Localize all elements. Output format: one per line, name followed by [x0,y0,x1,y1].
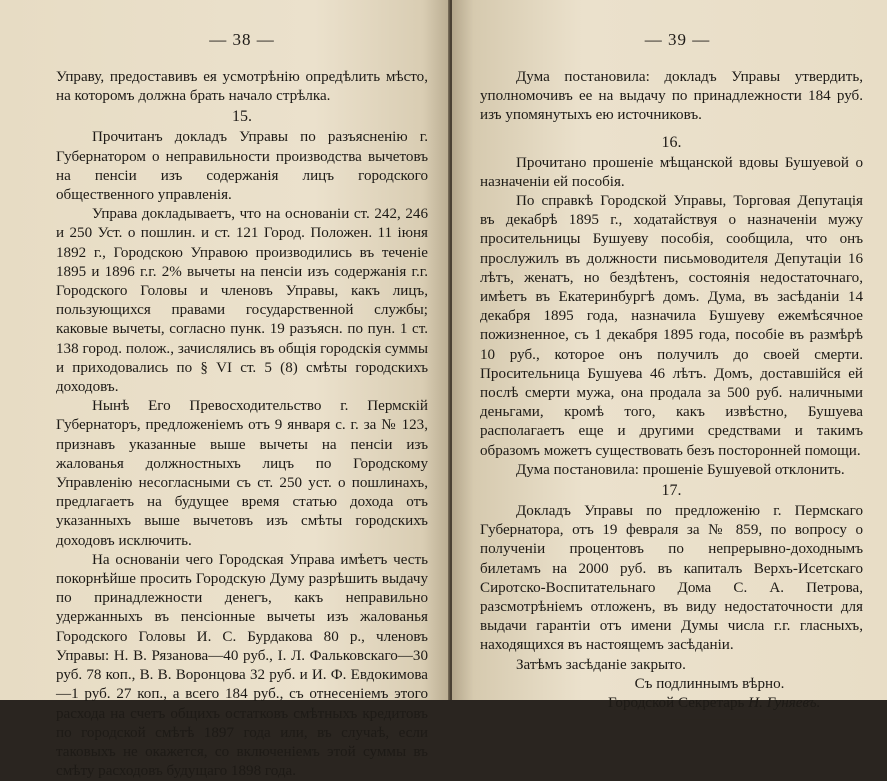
signature-title: Городской Секретарь [608,695,745,712]
right-paragraph-2: Прочитано прошеніе мѣщанской вдовы Бушуевой о назначеніи ей пособія. [480,154,863,190]
left-paragraph-2: Управа докладываетъ, что на основаніи ст. 242, 246 и 250 Уст. о пошлин. и ст. 121 Город. Положен. 11 іюня 1892 г., Городскою Управою производились въ теченіе 1895 и 1896 г.г. 2% вычеты на пенсіи изъ содержанія г.г. Городского Головы и членовъ Управы, какъ лицъ, пользующихся правами государственной службы; каковые вычеты, согласно пунк. 19 разъясн. по пун. 1 ст. 138 город. полож., зачислялись въ общія городскія суммы и приходовались по § VI ст. 5 (8) смѣты городскихъ доходовъ. [56,206,428,396]
right-paragraph-6: Затѣмъ засѣданіе закрыто. [516,656,686,673]
left-page-text [56,68,428,781]
right-paragraph-1: Дума постановила: докладъ Управы утвердить, уполномочивъ ее на выдачу по принадлежности 184 руб. изъ упомянутыхъ ею источниковъ. [480,69,863,124]
right-paragraph-5: Докладъ Управы по предложенію г. Пермскаго Губернатора, отъ 19 февраля за № 859, по вопросу о полученіи процентовъ по непрерывно-доходнымъ билетамъ на 2000 руб. въ капиталъ Верхъ-Исетскаго Сиротско-Воспитательнаго Дома С. А. Петрова, разсмотрѣніемъ отложенъ, въ виду недостаточности для выдачи гарантіи отъ имени Думы числа г.г. гласныхъ, находящихся въ настоящемъ засѣданіи. [480,503,863,654]
right-page [452,0,887,712]
page-number-left: — 38 — [209,30,275,49]
section-heading-16: 16. [661,133,682,151]
left-paragraph-3: Нынѣ Его Превосходительство г. Пермскій Губернаторъ, предложеніемъ отъ 9 января с. г. за № 123, признавъ указанные выше вычеты на пенсіи изъ жалованья должностныхъ лицъ по Городскому Управленію несогласными съ ст. 250 уст. о пошлинахъ, предлагаетъ на будущее время статью дохода отъ указанныхъ выше вычетовъ изъ смѣты городскихъ доходовъ исключить. [56,398,428,549]
right-paragraph-4: Дума постановила: прошеніе Бушуевой отклонить. [516,461,845,478]
signature-name: Н. Гуняевъ. [748,695,821,712]
page-number-right: — 39 — [644,30,711,49]
section-heading-15: 15. [232,108,252,126]
left-paragraph-4: На основаніи чего Городская Управа имѣетъ честь покорнѣйше просить Городскую Думу разрѣшить выдачу по принадлежности денегъ, какъ неправильно удержанныхъ въ пенсіонные вычеты изъ жалованья Городского Головы И. С. Бурдакова 80 р., членовъ Управы: Н. В. Рязанова—40 руб., І. Л. Фальковскаго—30 руб. 78 коп., В. В. Воронцова 32 руб. и И. Ф. Евдокимова—1 руб. 27 коп., а всего 184 руб., съ отнесеніемъ этого расхода на счетъ общихъ остатковъ смѣтныхъ кредитовъ по городской смѣтѣ 1897 года или, въ случаѣ, если таковыхъ не окажется, со включеніемъ этой суммы въ смѣту расходовъ будущаго 1898 года. [56,551,428,780]
section-heading-17: 17. [661,482,682,500]
closing-rule [670,719,780,720]
right-page-text [480,68,863,720]
signature-line [480,694,863,713]
right-paragraph-3: По справкѣ Городской Управы, Торговая Депутація въ декабрѣ 1895 г., ходатайствуя о назначеніи мужу просительницы Бушуеву пособія, сообщила, что онъ прослужилъ въ должности письмоводителя Депутаціи 16 лѣтъ, женатъ, но бездѣтенъ, состоянія недостаточнаго, имѣетъ въ Екатеринбургѣ домъ. Дума, въ засѣданіи 14 декабря 1895 года, назначила Бушуеву ежемѣсячное пожизненное, съ 1 декабря 1895 года, пособіе въ размѣрѣ 10 руб., которое онъ получилъ до своей смерти. Просительница Бушуева 46 лѣтъ. Домъ, доставшійся ей послѣ смерти мужа, она продала за 500 руб. наличными деньгами, кромѣ того, какъ извѣстно, Бушуева располагаетъ еще и другими средствами и такимъ образомъ можетъ существовать безъ посторонней помощи. [480,193,863,459]
left-paragraph-1: Прочитанъ докладъ Управы по разъясненію г. Губернатором о неправильности производства вычетовъ на пенсіи изъ содержанія лицъ городского общественного управленія. [56,129,428,204]
left-intro-paragraph: Управу, предоставивъ ея усмотрѣнію опредѣлить мѣсто, на которомъ должна брать начало стрѣлка. [56,69,428,105]
signature-certification: Съ подлиннымъ вѣрно. [634,675,785,692]
